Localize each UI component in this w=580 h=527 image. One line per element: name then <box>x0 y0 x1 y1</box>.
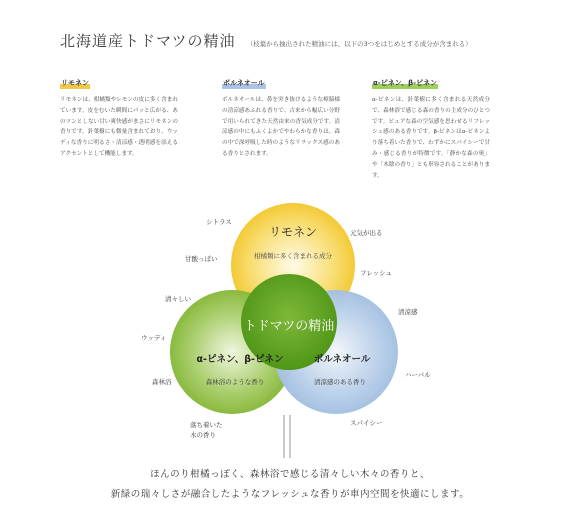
keyword-herbal: ハーバル <box>405 371 431 379</box>
keyword-fresh-feel: 清々しい <box>165 295 191 303</box>
column-heading: α-ピネン、β-ピネン <box>373 79 438 87</box>
keyword-woody: ウッディ <box>141 334 167 342</box>
column-heading: ボルネオール <box>223 79 265 87</box>
keyword-vitality: 元気が出る <box>350 229 383 237</box>
keyword-fresh: フレッシュ <box>360 269 393 277</box>
circle-desc-limonene: 柑橘類に多く含まれる成分 <box>254 252 332 260</box>
page-title: 北海道産トドマツの精油 <box>60 32 236 50</box>
circle-desc-borneol: 清涼感のある香り <box>314 378 366 386</box>
keyword-spicy: スパイシー <box>350 419 383 427</box>
column-heading: リモネン <box>61 79 89 87</box>
page-subtitle: （枝葉から抽出された精油には、以下の3つをはじめとする成分が含まれる） <box>246 40 472 48</box>
keyword-sweet-sour: 甘酸っぱい <box>185 255 218 263</box>
column-text: リモネンは、柑橘類やレモンの皮に多く含まれています。皮をむいた瞬間にパッと広がる、あのツンとしない甘い爽快感がまさにリモネンの香りです。針葉樹にも微量含まれており、ウッディな香りに明るさ・清涼感・透明感を添えるアクセントとして機能します。 <box>60 97 178 157</box>
footer-line-2: 新緑の瑞々しさが融合したようなフレッシュな香りが車内空間を快適にします。 <box>110 489 470 500</box>
keyword-calm-wood-line2: 木の香り <box>190 431 216 439</box>
circle-desc-pinene: 森林浴のような香り <box>205 378 265 386</box>
circle-title-limonene: リモネン <box>268 225 318 239</box>
keyword-citrus: シトラス <box>206 218 232 226</box>
circle-title-pinene: α-ピネン、β-ピネン <box>196 354 284 365</box>
center-label: トドマツの精油 <box>243 319 335 334</box>
footer-line-1: ほんのり柑橘っぽく、森林浴で感じる清々しい木々の香りと、 <box>150 469 430 480</box>
keyword-calm-wood-line1: 落ち着いた <box>190 421 223 429</box>
column-text: ボルネオールは、鼻を突き抜けるような樟脳様の清涼感あふれる香りで、古来から幅広い分野で用いられてきた天然由来の香気成分です。清涼感の中にもふくよかでやわらかな香りは、森の中で深呼吸した時のようなリラックス感のある香りとされます。 <box>222 97 340 157</box>
keyword-cool: 清涼感 <box>398 308 418 316</box>
column-text: α-ピネンは、針葉樹に多く含まれる天然成分で、森林浴で感じる森の香りの主成分のひとつです。ピュアな森の空気感を思わせるリフレッシュ感のある香りです。β-ピネンはα-ピネンより落ち着いた香りで、わずかにスパイシーで甘み・感じる香りが特徴です。「静かな森の奥」や「木陰の香り」とも形容されることがあります。 <box>372 97 490 179</box>
keyword-forest-bath: 森林浴 <box>152 378 172 386</box>
circle-title-borneol: ボルネオール <box>313 354 371 365</box>
keyword-calm-wood <box>190 420 225 439</box>
